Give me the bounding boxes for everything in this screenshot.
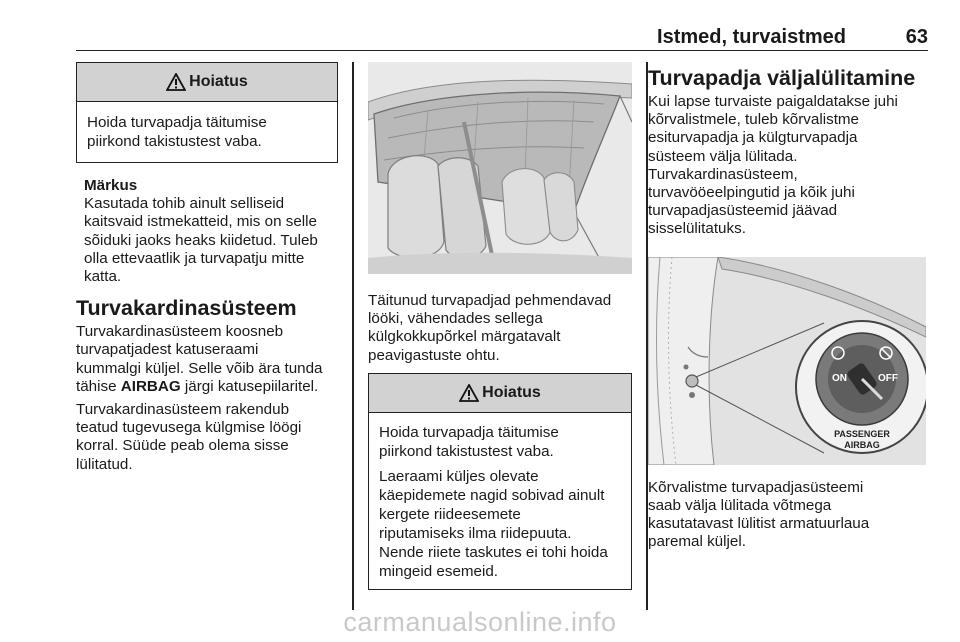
text-line: katta. — [84, 268, 122, 286]
text-line: peavigastuste ohtu. — [368, 346, 500, 364]
warning-label: Hoiatus — [189, 73, 248, 90]
dial-label-passenger: PASSENGER — [834, 428, 890, 439]
text-line: paremal küljel. — [648, 533, 746, 551]
text-line: saab välja lülitada võtmega — [648, 496, 832, 514]
text-line: Kui lapse turvaiste paigaldatakse juhi — [648, 93, 898, 110]
text-fragment: tähise — [76, 377, 117, 395]
text-line: sisselülitatuks. — [648, 220, 746, 238]
dial-on-label: ON — [832, 372, 847, 384]
text-line: Hoida turvapadja täitumise — [87, 114, 267, 131]
dial-off-label: OFF — [878, 372, 898, 384]
warning-box — [76, 62, 338, 163]
text-line: sõiduki jaoks heaks kiidetud. Tuleb — [84, 231, 318, 249]
warning-triangle-icon — [166, 73, 186, 91]
figure-caption — [648, 479, 926, 552]
text-fragment: järgi katusepiilaritel. — [184, 377, 319, 395]
note-block — [84, 177, 338, 286]
warning-header — [77, 63, 337, 102]
text-line: korral. Süüde peab olema sisse — [76, 437, 289, 455]
airbag-label: AIRBAG — [120, 377, 181, 395]
figure-caption — [368, 292, 632, 365]
airbag-switch-figure — [648, 257, 926, 465]
text-line: esiturvapadja ja külgturvapadja — [648, 129, 858, 147]
dial-label-airbag: AIRBAG — [844, 439, 880, 450]
warning-header — [369, 374, 631, 413]
column-divider-left — [352, 62, 354, 610]
warning-text — [77, 102, 337, 162]
text-line: piirkond takistustest vaba. — [87, 133, 262, 150]
text-line: Turvakardinasüsteem rakendub — [76, 401, 290, 419]
text-line: käepidemete nagid sobivad ainult — [379, 486, 605, 504]
text-line: Kasutada tohib ainult selliseid — [84, 195, 285, 213]
text-line: kaitsvaid istmekatteid, mis on selle — [84, 213, 317, 231]
paragraph — [76, 401, 338, 474]
text-line: lööki, vähendades sellega — [368, 310, 543, 328]
paragraph — [648, 93, 926, 239]
text-line: Turvakardinasüsteem, — [648, 165, 798, 183]
text-line: turvapadjasüsteemid jäävad — [648, 202, 838, 220]
watermark: carmanualsonline.info — [343, 607, 617, 637]
page-number: 63 — [905, 26, 928, 48]
curtain-airbag-figure — [368, 62, 632, 274]
text-line: lülitatud. — [76, 455, 133, 473]
page-header — [76, 0, 928, 51]
section-heading: Turvakardinasüsteem — [76, 296, 297, 321]
warning-text — [369, 413, 631, 589]
text-line: Laeraami küljes olevate — [379, 467, 539, 485]
text-line: turvapatjadest katuseraami — [76, 341, 259, 359]
text-line: riputamiseks ilma riidepuuta. — [379, 524, 572, 542]
text-line: Turvakardinasüsteem koosneb — [76, 323, 284, 341]
text-line: Nende riiete taskutes ei tohi hoida — [379, 543, 608, 561]
column-middle — [368, 62, 632, 590]
text-line: kummalgi küljel. Selle võib ära tunda — [76, 359, 323, 377]
header-title: Istmed, turvaistmed — [657, 26, 846, 48]
text-line: teatud tugevusega külgmise löögi — [76, 419, 302, 437]
text-line: mingeid esemeid. — [379, 562, 499, 580]
section-heading: Turvapadja väljalülitamine — [648, 66, 916, 90]
text-line: süsteem välja lülitada. — [648, 147, 798, 165]
text-line: olla ettevaatlik ja turvapatju mitte — [84, 249, 305, 267]
text-line: Täitunud turvapadjad pehmendavad — [368, 292, 612, 309]
text-line: Hoida turvapadja täitumise — [379, 423, 559, 441]
column-left — [76, 62, 338, 474]
text-line: kõrvalistmele, tuleb kõrvalistme — [648, 111, 860, 129]
warning-triangle-icon — [459, 384, 479, 402]
column-right — [648, 62, 926, 551]
note-label: Märkus — [84, 177, 138, 194]
text-line: piirkond takistustest vaba. — [379, 442, 554, 460]
text-line: turvavööeelpingutid ja kõik juhi — [648, 184, 855, 202]
text-line: Kõrvalistme turvapadjasüsteemi — [648, 478, 864, 496]
text-line: kergete riideesemete — [379, 505, 521, 523]
text-line: külgkokkupõrkel märgatavalt — [368, 328, 561, 346]
paragraph — [76, 323, 338, 396]
warning-label: Hoiatus — [482, 383, 541, 401]
text-line: kasutatavast lülitist armatuurlaua — [648, 515, 870, 533]
warning-box — [368, 373, 632, 590]
